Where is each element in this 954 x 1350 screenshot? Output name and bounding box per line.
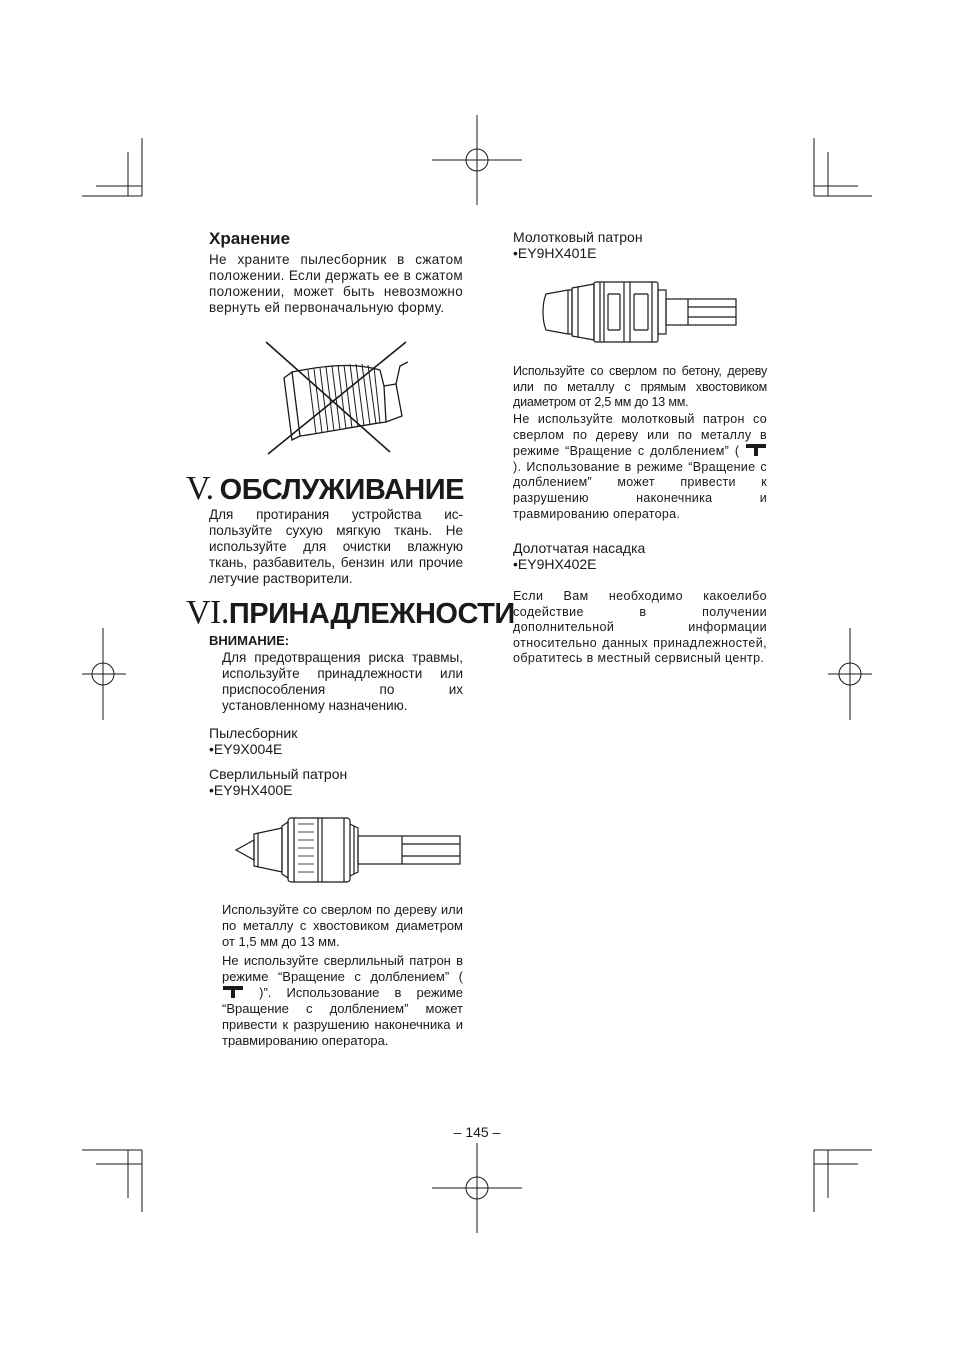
chisel-name: Долотчатая насадка (513, 540, 646, 556)
warning-text: Для предотвращения риска травмы, используйте принадлежности или приспособления по их установленному назначению. (222, 650, 463, 713)
hammer-chuck-note-1: Используйте со сверлом по бетону, дереву или по металлу с прямым хвостовиком диаметром от 2,5 мм до 13 мм. (513, 364, 767, 410)
hammer-chuck-note-2 (513, 412, 767, 522)
drill-chuck-note-2-end: )”. Использование в режиме “Вращение с долблением” может привести к разрушению наконечника и травмированию оператора. (222, 985, 463, 1048)
accessories-section-number: VI. (186, 594, 229, 631)
storage-text: Не храните пылесборник в сжатом положении. Если держать ее в сжатом положении, может быть невозможно вернуть ей первоначальную форму. (209, 252, 463, 315)
hammer-drill-mode-icon (745, 443, 767, 457)
drill-chuck-name: Сверлильный патрон (209, 766, 348, 782)
drill-chuck-note-2 (222, 953, 463, 1049)
hammer-chuck-note-2-end: ). Использование в режиме “Вращение с долблением” может привести к разрушению наконечника и травмированию оператора. (513, 459, 767, 521)
page-number: – 145 – (453, 1124, 501, 1140)
warning-label: ВНИМАНИЕ: (209, 633, 290, 648)
drill-chuck-note-2-start: Не используйте сверлильный патрон в режиме “Вращение с долблением” ( (222, 953, 463, 984)
maintenance-section-number: V. (186, 470, 214, 507)
hammer-chuck-code: •EY9HX401E (513, 245, 597, 261)
storage-heading: Хранение (209, 229, 291, 248)
hammer-chuck-note-2-start: Не используйте молотковый патрон со сверлом по дереву или по металлу в режиме “Вращение с долблением” ( (513, 412, 767, 459)
accessories-section-title (186, 594, 515, 632)
maintenance-title: ОБСЛУЖИВАНИЕ (219, 474, 464, 506)
hammer-chuck-illustration (538, 280, 740, 344)
maintenance-text: Для протирания устройства ис-пользуйте сухую мягкую ткань. Не используйте для очистки влажную ткань, разбавитель, бензин или прочие летучие растворители. (209, 507, 463, 586)
hammer-drill-mode-icon (222, 985, 244, 999)
drill-chuck-note-1: Используйте со сверлом по дереву или по металлу с хвостовиком диаметром от 1,5 мм до 13 мм. (222, 902, 463, 949)
chisel-code: •EY9HX402E (513, 556, 597, 572)
service-center-note: Если Вам необходимо какоелибо содействие в получении дополнительной информации относительно данных принадлежностей, обратитесь в местный сервисный центр. (513, 589, 767, 666)
drill-chuck-code: •EY9HX400E (209, 782, 293, 798)
dust-collector-code: •EY9X004E (209, 741, 283, 757)
accessories-title: ПРИНАДЛЕЖНОСТИ (228, 598, 515, 630)
hammer-chuck-name: Молотковый патрон (513, 229, 643, 245)
drill-chuck-illustration (232, 814, 464, 886)
maintenance-section-title (186, 470, 464, 508)
dust-collector-name: Пылесборник (209, 725, 298, 741)
compressed-dust-collector-illustration (262, 340, 410, 456)
